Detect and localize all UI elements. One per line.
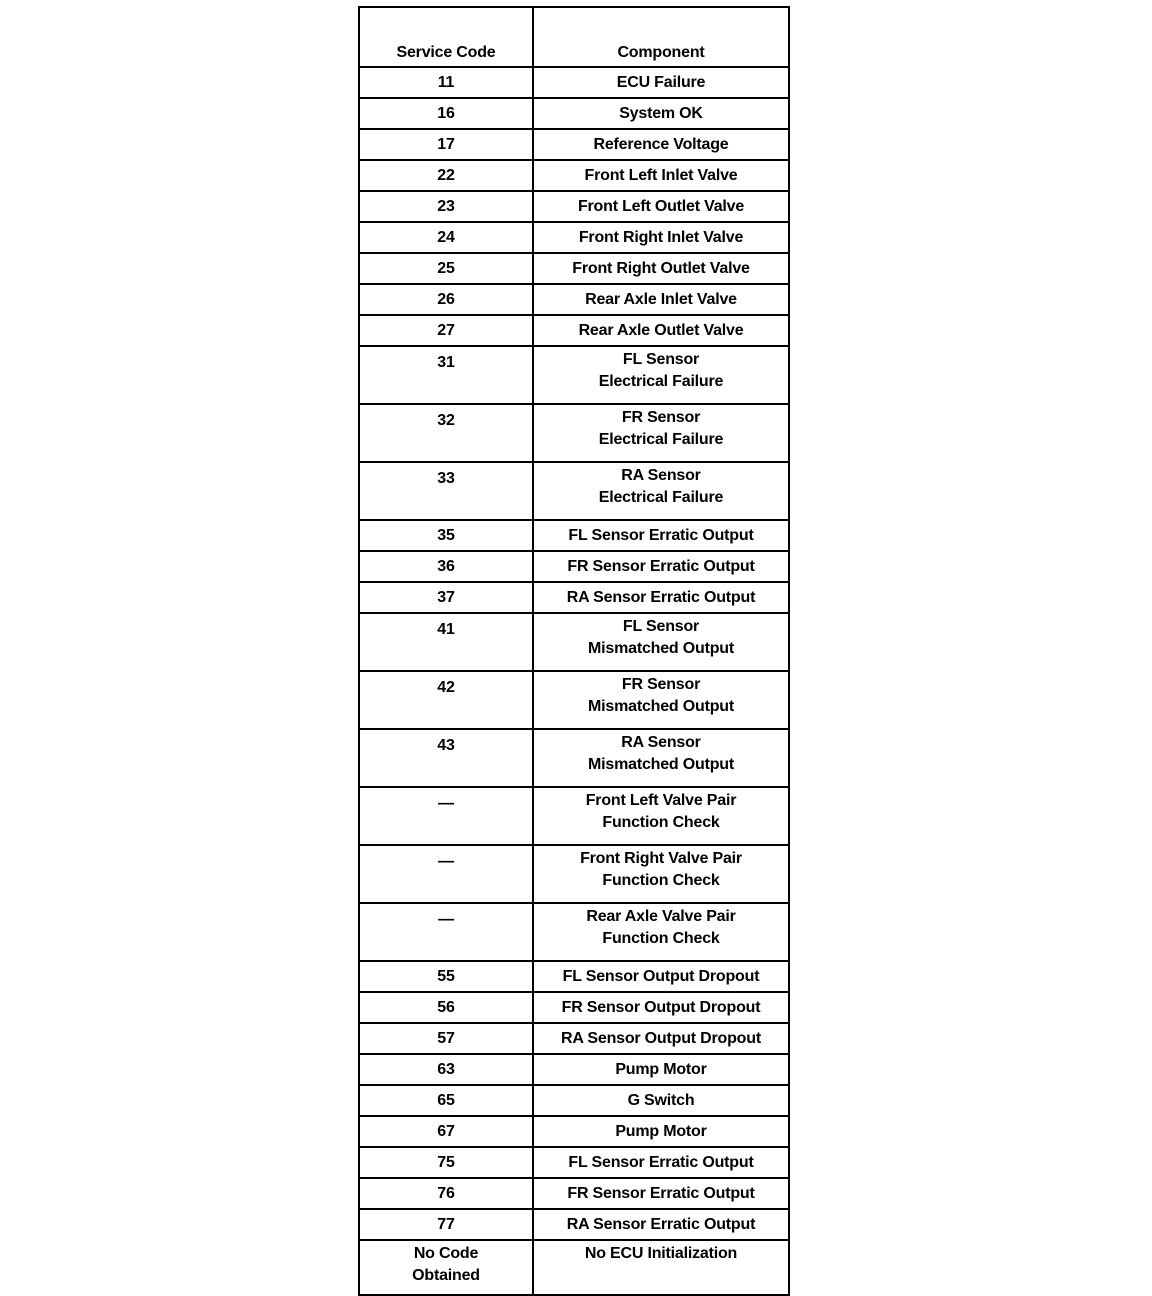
component-cell bbox=[533, 253, 789, 284]
component-text: Pump Motor bbox=[615, 1060, 707, 1078]
table-row bbox=[359, 1023, 789, 1054]
service-code-cell bbox=[359, 1178, 533, 1209]
component-text: FR Sensor bbox=[621, 409, 701, 426]
component-text: Mismatched Output bbox=[588, 698, 734, 715]
component-cell bbox=[533, 346, 789, 404]
component-cell bbox=[533, 284, 789, 315]
component-cell bbox=[533, 1240, 789, 1295]
service-code-text: 17 bbox=[437, 135, 455, 153]
component-cell bbox=[533, 1116, 789, 1147]
service-code-cell bbox=[359, 129, 533, 160]
service-code-cell bbox=[359, 845, 533, 903]
component-text: System OK bbox=[619, 104, 703, 122]
service-code-cell bbox=[359, 346, 533, 404]
component-text: Mismatched Output bbox=[588, 640, 734, 657]
service-code-text: — bbox=[438, 853, 454, 870]
component-text: ECU Failure bbox=[616, 73, 706, 91]
component-text: FL Sensor bbox=[622, 618, 700, 635]
service-code-table bbox=[358, 6, 790, 1296]
service-code-text: 32 bbox=[437, 412, 455, 429]
component-text: Front Left Valve Pair bbox=[585, 792, 737, 809]
service-code-text: 26 bbox=[437, 290, 455, 308]
service-code-cell bbox=[359, 462, 533, 520]
table-row bbox=[359, 671, 789, 729]
table-row bbox=[359, 520, 789, 551]
component-cell bbox=[533, 582, 789, 613]
service-code-cell bbox=[359, 729, 533, 787]
table-row bbox=[359, 462, 789, 520]
component-text: Reference Voltage bbox=[593, 135, 729, 153]
component-cell bbox=[533, 787, 789, 845]
component-cell bbox=[533, 1054, 789, 1085]
table-row bbox=[359, 729, 789, 787]
service-code-text: 25 bbox=[437, 259, 455, 277]
service-code-text: 36 bbox=[437, 557, 455, 575]
component-text: Front Right Outlet Valve bbox=[572, 259, 750, 277]
component-cell bbox=[533, 845, 789, 903]
component-cell bbox=[533, 1209, 789, 1240]
table-row bbox=[359, 582, 789, 613]
component-text: Rear Axle Inlet Valve bbox=[585, 290, 737, 308]
service-code-cell bbox=[359, 1085, 533, 1116]
table-row bbox=[359, 160, 789, 191]
table-row bbox=[359, 129, 789, 160]
component-text: FR Sensor Erratic Output bbox=[567, 1184, 755, 1202]
component-cell bbox=[533, 903, 789, 961]
service-code-cell bbox=[359, 613, 533, 671]
component-text: FL Sensor Output Dropout bbox=[562, 967, 760, 985]
table-row bbox=[359, 284, 789, 315]
component-cell bbox=[533, 613, 789, 671]
component-text: FL Sensor bbox=[622, 351, 700, 368]
table-row bbox=[359, 191, 789, 222]
service-code-cell bbox=[359, 1116, 533, 1147]
component-text: FL Sensor Erratic Output bbox=[568, 526, 754, 544]
component-text: Electrical Failure bbox=[598, 431, 724, 448]
service-code-cell bbox=[359, 253, 533, 284]
component-text: Function Check bbox=[602, 814, 720, 831]
component-cell bbox=[533, 67, 789, 98]
service-code-cell bbox=[359, 1147, 533, 1178]
table-row bbox=[359, 315, 789, 346]
service-code-cell bbox=[359, 1023, 533, 1054]
service-code-cell bbox=[359, 671, 533, 729]
service-code-cell bbox=[359, 1054, 533, 1085]
service-code-text: Obtained bbox=[412, 1267, 480, 1284]
service-code-text: 43 bbox=[437, 737, 455, 754]
component-cell bbox=[533, 1085, 789, 1116]
table-row bbox=[359, 613, 789, 671]
component-cell bbox=[533, 992, 789, 1023]
service-code-cell bbox=[359, 315, 533, 346]
component-text: Rear Axle Valve Pair bbox=[586, 908, 736, 925]
component-text: RA Sensor Output Dropout bbox=[561, 1029, 761, 1047]
component-cell bbox=[533, 129, 789, 160]
component-text: RA Sensor Erratic Output bbox=[566, 588, 756, 606]
service-code-text: 75 bbox=[437, 1153, 455, 1171]
component-text: RA Sensor bbox=[621, 467, 701, 484]
table-header-row bbox=[359, 7, 789, 67]
component-text: Mismatched Output bbox=[588, 756, 734, 773]
component-cell bbox=[533, 222, 789, 253]
table-row bbox=[359, 787, 789, 845]
table-row bbox=[359, 253, 789, 284]
component-text: Function Check bbox=[602, 872, 720, 889]
table-row bbox=[359, 551, 789, 582]
header-service-code: Service Code bbox=[359, 7, 533, 67]
table-row bbox=[359, 1240, 789, 1295]
component-cell bbox=[533, 1178, 789, 1209]
service-code-text: 55 bbox=[437, 967, 455, 985]
service-code-text: 63 bbox=[437, 1060, 455, 1078]
service-code-text: 35 bbox=[437, 526, 455, 544]
service-code-cell bbox=[359, 992, 533, 1023]
service-code-cell bbox=[359, 191, 533, 222]
table-body bbox=[359, 67, 789, 1295]
component-cell bbox=[533, 404, 789, 462]
header-component: Component bbox=[533, 7, 789, 67]
service-code-text: — bbox=[438, 911, 454, 928]
table-row bbox=[359, 222, 789, 253]
component-text: FL Sensor Erratic Output bbox=[568, 1153, 754, 1171]
service-code-text: 77 bbox=[437, 1215, 455, 1233]
service-code-text: 27 bbox=[437, 321, 455, 339]
service-code-cell bbox=[359, 787, 533, 845]
component-text: Front Left Outlet Valve bbox=[577, 197, 745, 215]
component-text: Rear Axle Outlet Valve bbox=[578, 321, 744, 339]
table-row bbox=[359, 1054, 789, 1085]
component-cell bbox=[533, 551, 789, 582]
service-code-text: 16 bbox=[437, 104, 455, 122]
component-cell bbox=[533, 1023, 789, 1054]
component-text: FR Sensor Output Dropout bbox=[561, 998, 761, 1016]
table-row bbox=[359, 346, 789, 404]
table-row bbox=[359, 1178, 789, 1209]
table-row bbox=[359, 845, 789, 903]
service-code-text: 56 bbox=[437, 998, 455, 1016]
service-code-cell bbox=[359, 98, 533, 129]
service-code-cell bbox=[359, 582, 533, 613]
service-code-text: 41 bbox=[437, 621, 455, 638]
service-code-text: 42 bbox=[437, 679, 455, 696]
service-code-cell bbox=[359, 160, 533, 191]
table-row bbox=[359, 404, 789, 462]
service-code-cell bbox=[359, 961, 533, 992]
service-code-text: 23 bbox=[437, 197, 455, 215]
component-cell bbox=[533, 98, 789, 129]
component-text: Front Right Valve Pair bbox=[580, 850, 742, 867]
table-row bbox=[359, 1085, 789, 1116]
table-row bbox=[359, 961, 789, 992]
table-row bbox=[359, 1116, 789, 1147]
component-cell bbox=[533, 671, 789, 729]
service-code-cell bbox=[359, 520, 533, 551]
component-cell bbox=[533, 520, 789, 551]
service-code-cell bbox=[359, 1209, 533, 1240]
table-row bbox=[359, 992, 789, 1023]
table-row bbox=[359, 1209, 789, 1240]
table-row bbox=[359, 67, 789, 98]
component-text: No ECU Initialization bbox=[584, 1245, 738, 1262]
component-text: FR Sensor bbox=[621, 676, 701, 693]
component-cell bbox=[533, 961, 789, 992]
service-code-text: 24 bbox=[437, 228, 455, 246]
component-cell bbox=[533, 462, 789, 520]
component-cell bbox=[533, 1147, 789, 1178]
service-code-text: — bbox=[438, 795, 454, 812]
table-row bbox=[359, 903, 789, 961]
service-code-cell bbox=[359, 551, 533, 582]
component-text: Front Left Inlet Valve bbox=[584, 166, 738, 184]
component-text: RA Sensor Erratic Output bbox=[566, 1215, 756, 1233]
table-row bbox=[359, 98, 789, 129]
component-cell bbox=[533, 160, 789, 191]
service-code-cell bbox=[359, 903, 533, 961]
component-text: Function Check bbox=[602, 930, 720, 947]
component-text: RA Sensor bbox=[621, 734, 701, 751]
component-cell bbox=[533, 729, 789, 787]
service-code-text: 65 bbox=[437, 1091, 455, 1109]
component-cell bbox=[533, 191, 789, 222]
service-code-text: 57 bbox=[437, 1029, 455, 1047]
service-code-text: 33 bbox=[437, 470, 455, 487]
component-text: Pump Motor bbox=[615, 1122, 707, 1140]
service-code-cell bbox=[359, 284, 533, 315]
service-code-cell bbox=[359, 1240, 533, 1295]
service-code-text: 67 bbox=[437, 1122, 455, 1140]
service-code-text: 11 bbox=[437, 73, 455, 91]
component-text: Electrical Failure bbox=[598, 373, 724, 390]
component-text: G Switch bbox=[627, 1091, 695, 1109]
component-cell bbox=[533, 315, 789, 346]
service-code-text: 22 bbox=[437, 166, 455, 184]
component-text: Front Right Inlet Valve bbox=[578, 228, 744, 246]
service-code-text: 31 bbox=[437, 354, 455, 371]
service-code-text: 37 bbox=[437, 588, 455, 606]
service-code-table-container bbox=[358, 6, 788, 1296]
table-row bbox=[359, 1147, 789, 1178]
service-code-cell bbox=[359, 67, 533, 98]
component-text: Electrical Failure bbox=[598, 489, 724, 506]
service-code-text: No Code bbox=[413, 1245, 479, 1262]
service-code-cell bbox=[359, 222, 533, 253]
component-text: FR Sensor Erratic Output bbox=[567, 557, 755, 575]
service-code-text: 76 bbox=[437, 1184, 455, 1202]
service-code-cell bbox=[359, 404, 533, 462]
